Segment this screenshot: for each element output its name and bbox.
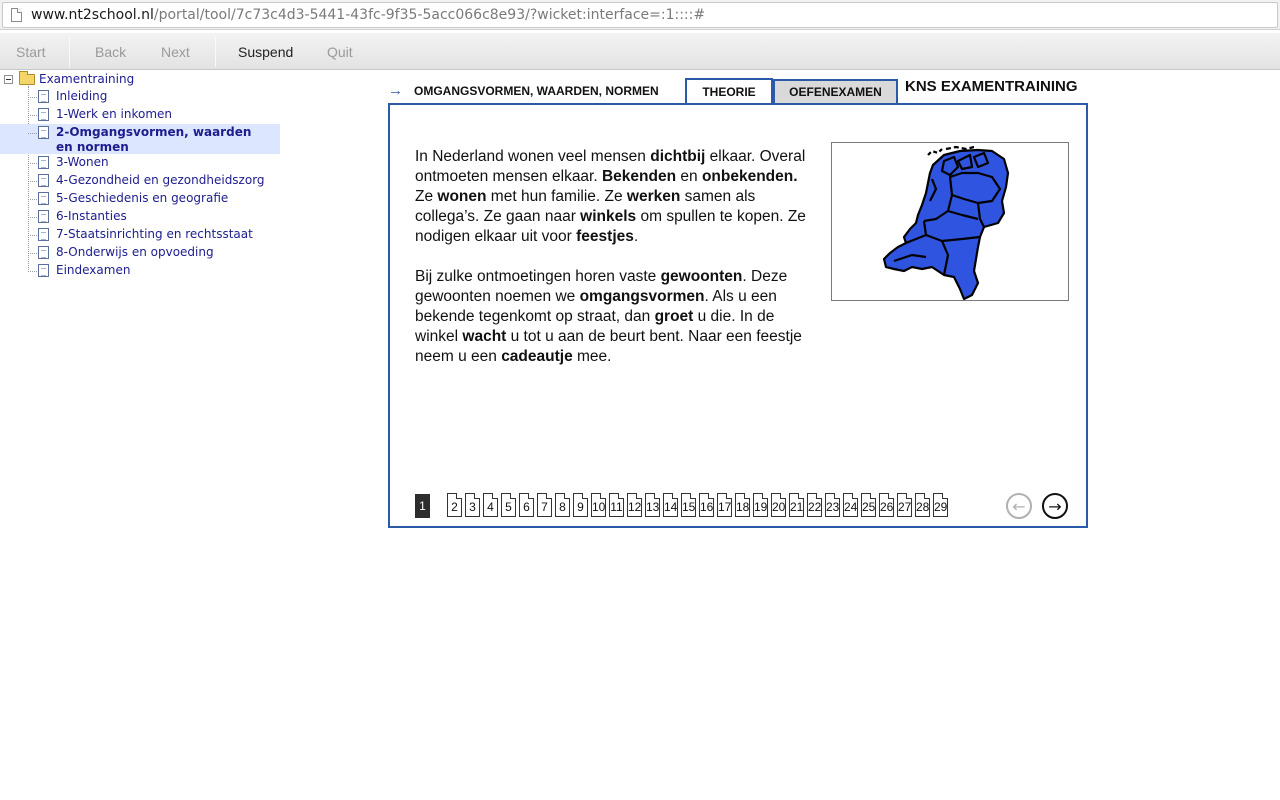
tree-item-omgangsvormen[interactable] — [0, 124, 280, 154]
url-path: /portal/tool/7c73c4d3-5441-43fc-9f35-5acc066c8e93/?wicket:interface=:1::::# — [153, 7, 706, 23]
page-button[interactable]: 19 — [753, 493, 768, 517]
page-button[interactable]: 12 — [627, 493, 642, 517]
brand-title: KNS EXAMENTRAINING — [905, 78, 1078, 95]
page-button[interactable]: 18 — [735, 493, 750, 517]
lesson-content — [388, 103, 1088, 528]
document-icon — [38, 108, 49, 121]
keyword-bold: winkels — [580, 208, 637, 225]
keyword-bold: werken — [626, 188, 681, 205]
arrow-right-icon: → — [1048, 496, 1062, 516]
document-icon — [38, 90, 49, 103]
browser-address-bar — [0, 0, 1280, 30]
keyword-bold: omgangsvormen — [579, 288, 705, 305]
page-button[interactable]: 8 — [555, 493, 570, 517]
page-button[interactable]: 23 — [825, 493, 840, 517]
url-field[interactable] — [2, 2, 1278, 28]
keyword-bold: gewoonten — [660, 268, 743, 285]
tree-connector — [28, 115, 37, 116]
arrow-right-icon: → — [388, 82, 403, 99]
page-button[interactable]: 9 — [573, 493, 588, 517]
url-host: www.nt2school.nl — [31, 7, 154, 23]
folder-open-icon — [19, 74, 35, 85]
tree-root[interactable] — [4, 70, 134, 88]
tree-item-label: 4-Gezondheid en gezondheidszorg — [56, 173, 265, 187]
tree-item-label: 6-Instanties — [56, 209, 127, 223]
toolbar-divider — [69, 37, 70, 67]
lesson-tab-bar — [388, 78, 1088, 104]
tree-item-label: 7-Staatsinrichting en rechtsstaat — [56, 227, 253, 241]
tab-theorie[interactable]: THEORIE — [685, 78, 773, 105]
text-run: u die. In de winkel — [415, 308, 775, 345]
tree-item-label: Inleiding — [56, 89, 108, 103]
tree-item-geschiedenis[interactable] — [0, 190, 280, 208]
tree-connector — [28, 163, 37, 164]
lesson-paragraph — [415, 147, 810, 247]
tree-item-instanties[interactable] — [0, 208, 280, 226]
page-button[interactable]: 21 — [789, 493, 804, 517]
url-text — [31, 7, 705, 23]
text-run: . Deze gewoonten noemen we — [415, 268, 788, 305]
tree-connector — [28, 97, 37, 98]
page-button[interactable]: 26 — [879, 493, 894, 517]
page-button[interactable]: 11 — [609, 493, 624, 517]
page-button[interactable]: 25 — [861, 493, 876, 517]
suspend-button[interactable]: Suspend — [238, 44, 294, 60]
page-button[interactable]: 6 — [519, 493, 534, 517]
start-button[interactable]: Start — [16, 44, 46, 60]
text-run: om spullen te kopen. Ze nodigen elkaar uit voor — [415, 208, 806, 245]
tree-connector — [28, 199, 37, 200]
tree-connector — [28, 217, 37, 218]
document-icon — [38, 264, 49, 277]
keyword-bold: cadeautje — [501, 348, 573, 365]
document-icon — [38, 228, 49, 241]
tree-item-onderwijs[interactable] — [0, 244, 280, 262]
keyword-bold: dichtbij — [650, 148, 706, 165]
next-page-button[interactable] — [1042, 493, 1068, 519]
next-button[interactable]: Next — [161, 44, 190, 60]
keyword-bold: wacht — [462, 328, 507, 345]
quit-button[interactable]: Quit — [327, 44, 353, 60]
tree-item-gezondheid[interactable] — [0, 172, 280, 190]
collapse-toggle-icon[interactable] — [4, 75, 13, 84]
page-button[interactable]: 5 — [501, 493, 516, 517]
keyword-bold: feestjes — [576, 228, 634, 245]
document-icon — [38, 156, 49, 169]
page-button[interactable]: 27 — [897, 493, 912, 517]
tree-item-label: 2-Omgangsvormen, waarden en normen — [56, 125, 252, 154]
document-icon — [38, 210, 49, 223]
keyword-bold: onbekenden. — [701, 168, 798, 185]
keyword-bold: groet — [654, 308, 694, 325]
page-current[interactable]: 1 — [415, 494, 430, 518]
previous-page-button[interactable] — [1006, 493, 1032, 519]
document-icon — [38, 174, 49, 187]
page-button[interactable]: 28 — [915, 493, 930, 517]
back-button[interactable]: Back — [95, 44, 127, 60]
tree-connector — [28, 181, 37, 182]
tree-root-label: Examentraining — [39, 72, 135, 86]
text-run: u tot u aan de beurt bent. Naar een feestje neem u een — [415, 328, 802, 365]
page-icon — [11, 8, 22, 22]
page-button[interactable]: 20 — [771, 493, 786, 517]
keyword-bold: Bekenden — [601, 168, 677, 185]
netherlands-map-image — [831, 142, 1069, 301]
text-run: . Als u een bekende tegenkomt op straat, dan — [415, 288, 777, 325]
page-button[interactable]: 14 — [663, 493, 678, 517]
lesson-paragraph — [415, 267, 810, 367]
page-button[interactable]: 22 — [807, 493, 822, 517]
toolbar-divider — [215, 37, 216, 67]
tree-item-staatsinrichting[interactable] — [0, 226, 280, 244]
text-run: samen als collega’s. Ze gaan naar — [415, 188, 756, 225]
text-run: In Nederland wonen veel mensen — [415, 148, 651, 165]
player-toolbar — [0, 32, 1280, 70]
text-run: met hun familie. Ze — [486, 188, 627, 205]
page-button[interactable]: 7 — [537, 493, 552, 517]
document-icon — [38, 192, 49, 205]
netherlands-map-icon — [832, 143, 1068, 300]
tree-item-eindexamen[interactable] — [0, 262, 280, 280]
page-button[interactable]: 16 — [699, 493, 714, 517]
page-button[interactable]: 3 — [465, 493, 480, 517]
text-run: . — [633, 228, 639, 245]
page-button[interactable]: 2 — [447, 493, 462, 517]
tree-item-label: 5-Geschiedenis en geografie — [56, 191, 229, 205]
tree-connector — [28, 253, 37, 254]
tree-item-label: 3-Wonen — [56, 155, 109, 169]
page-button[interactable]: 29 — [933, 493, 948, 517]
document-icon — [38, 246, 49, 259]
section-title: OMGANGSVORMEN, WAARDEN, NORMEN — [414, 84, 659, 98]
tree-item-inleiding[interactable] — [0, 88, 280, 106]
text-run: en — [676, 168, 702, 185]
tree-connector — [28, 235, 37, 236]
text-run: Ze — [415, 188, 438, 205]
tree-item-wonen[interactable] — [0, 154, 280, 172]
page-button[interactable]: 10 — [591, 493, 606, 517]
text-run: elkaar. Overal ontmoeten mensen elkaar. — [415, 148, 806, 185]
document-icon — [38, 126, 49, 139]
keyword-bold: wonen — [437, 188, 487, 205]
tree-item-label: Eindexamen — [56, 263, 131, 277]
page-button[interactable]: 15 — [681, 493, 696, 517]
tab-oefenexamen[interactable]: OEFENEXAMEN — [773, 79, 898, 104]
arrow-left-icon: ← — [1012, 496, 1026, 516]
page-button[interactable]: 17 — [717, 493, 732, 517]
tree-connector — [28, 133, 37, 134]
tree-item-label: 8-Onderwijs en opvoeding — [56, 245, 214, 259]
tree-connector — [28, 271, 37, 272]
page-button[interactable]: 13 — [645, 493, 660, 517]
tree-item-label: 1-Werk en inkomen — [56, 107, 173, 121]
page-button[interactable]: 4 — [483, 493, 498, 517]
tree-item-werk-en-inkomen[interactable] — [0, 106, 280, 124]
page-button[interactable]: 24 — [843, 493, 858, 517]
text-run: mee. — [572, 348, 612, 365]
text-run: Bij zulke ontmoetingen horen vaste — [415, 268, 661, 285]
